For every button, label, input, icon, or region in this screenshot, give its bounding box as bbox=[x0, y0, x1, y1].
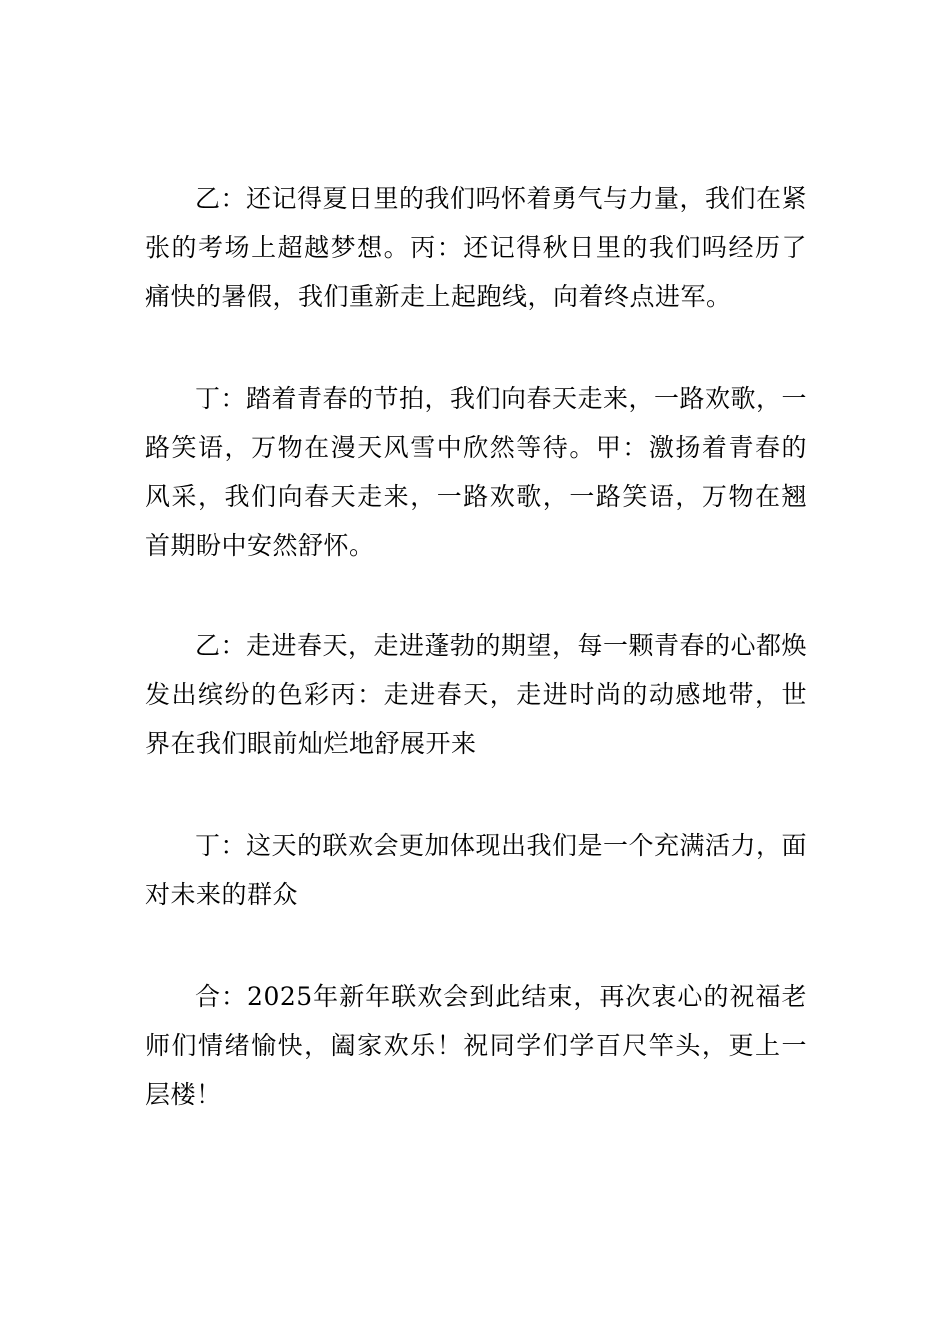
paragraph-3: 乙：走进春天，走进蓬勃的期望，每一颗青春的心都焕发出缤纷的色彩丙：走进春天，走进时尚的动感地带，世界在我们眼前灿烂地舒展开来 bbox=[145, 631, 808, 758]
paragraph-5: 合：2025年新年联欢会到此结束，再次衷心的祝福老师们情绪愉快，阖家欢乐！祝同学们学百尺竿头，更上一层楼！ bbox=[145, 982, 807, 1109]
paragraph-4: 丁：这天的联欢会更加体现出我们是一个充满活力，面对未来的群众 bbox=[145, 831, 808, 909]
paragraph-2: 丁：踏着青春的节拍，我们向春天走来，一路欢歌，一路笑语，万物在漫天风雪中欣然等待。甲：激扬着青春的风采，我们向春天走来，一路欢歌，一路笑语，万物在翘首期盼中安然舒怀。 bbox=[145, 384, 808, 560]
paragraph-1: 乙：还记得夏日里的我们吗怀着勇气与力量，我们在紧张的考场上超越梦想。丙：还记得秋日里的我们吗经历了痛快的暑假，我们重新走上起跑线，向着终点进军。 bbox=[145, 184, 808, 311]
